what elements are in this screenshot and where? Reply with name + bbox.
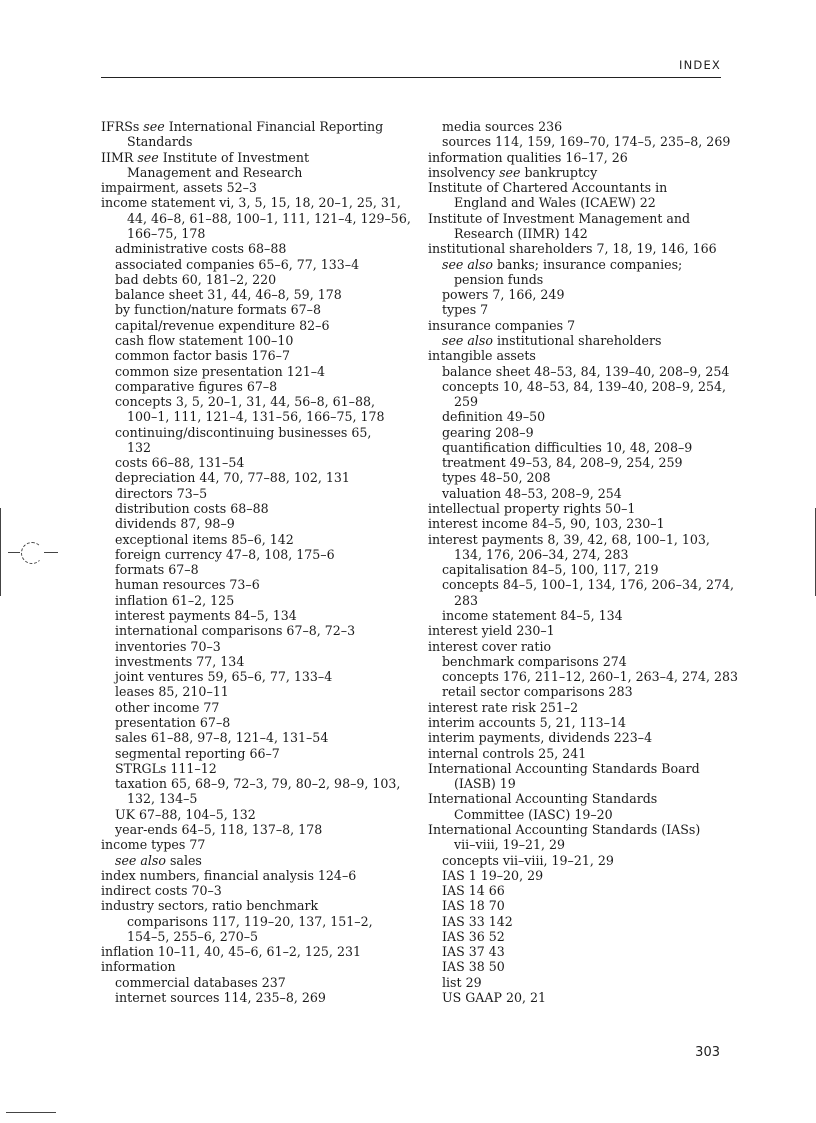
index-entry-term: comparisons 117, 119–20, 137, 151–2, <box>127 913 373 929</box>
index-entry-term: types 7 <box>442 302 489 318</box>
index-entry <box>428 241 728 256</box>
index-column-left <box>101 119 411 1006</box>
index-entry <box>101 394 401 409</box>
index-entry-term: common factor basis 176–7 <box>115 348 290 364</box>
index-entry-term: powers 7, 166, 249 <box>442 287 565 303</box>
index-entry-see: see also <box>442 256 497 272</box>
index-entry <box>101 532 401 547</box>
index-entry-term: interest rate risk 251–2 <box>428 699 579 715</box>
index-entry-term: 154–5, 255–6, 270–5 <box>127 928 259 944</box>
index-entry-term: human resources 73–6 <box>115 577 260 593</box>
index-entry <box>101 547 401 562</box>
index-entry-term: administrative costs 68–88 <box>115 241 287 257</box>
index-entry <box>101 944 401 959</box>
index-entry <box>101 623 401 638</box>
index-entry-term: gearing 208–9 <box>442 424 534 440</box>
index-entry <box>101 486 401 501</box>
index-entry-term: income types 77 <box>101 837 206 853</box>
index-entry-term: depreciation 44, 70, 77–88, 102, 131 <box>115 470 350 486</box>
index-entry-term: IAS 38 50 <box>442 959 505 975</box>
index-entry <box>101 425 401 440</box>
index-entry <box>428 807 728 822</box>
index-entry <box>428 608 728 623</box>
index-entry <box>101 715 401 730</box>
index-entry <box>101 455 401 470</box>
index-entry-term: types 48–50, 208 <box>442 470 551 486</box>
index-entry-term: interim payments, dividends 223–4 <box>428 730 653 746</box>
index-entry-term: concepts 84–5, 100–1, 134, 176, 206–34, 274, <box>442 577 735 593</box>
index-entry-term: industry sectors, ratio benchmark <box>101 898 319 914</box>
index-entry-term: inflation 61–2, 125 <box>115 592 235 608</box>
index-entry-term: vii–viii, 19–21, 29 <box>454 837 566 853</box>
index-entry-term: IIMR <box>101 149 134 165</box>
index-entry-term: quantification difficulties 10, 48, 208–9 <box>442 439 693 455</box>
index-entry <box>428 990 728 1005</box>
index-entry-term: interest yield 230–1 <box>428 623 555 639</box>
index-entry-reference: bankruptcy <box>524 164 598 180</box>
index-entry-term: 44, 46–8, 61–88, 100–1, 111, 121–4, 129–56, <box>127 210 411 226</box>
index-entry-term: balance sheet 48–53, 84, 139–40, 208–9, 254 <box>442 363 730 379</box>
index-entry <box>428 883 728 898</box>
index-entry <box>101 318 401 333</box>
index-entry-term: internet sources 114, 235–8, 269 <box>115 990 326 1006</box>
index-entry-reference: International Financial Reporting <box>168 119 384 134</box>
header-label: INDEX <box>679 58 721 72</box>
index-entry <box>428 623 728 638</box>
index-entry-term: commercial databases 237 <box>115 974 286 990</box>
crop-mark-left <box>0 508 1 596</box>
index-entry-term: UK 67–88, 104–5, 132 <box>115 806 256 822</box>
index-entry <box>101 379 401 394</box>
index-entry <box>428 929 728 944</box>
index-entry-term: concepts 3, 5, 20–1, 31, 44, 56–8, 61–88, <box>115 394 375 410</box>
index-entry-term: joint ventures 59, 65–6, 77, 133–4 <box>115 669 333 685</box>
index-entry <box>428 379 728 394</box>
index-entry-term: England and Wales (ICAEW) 22 <box>454 195 656 211</box>
index-entry-term: 132 <box>127 439 152 455</box>
index-entry-term: internal controls 25, 241 <box>428 745 587 761</box>
index-entry-term: interest payments 84–5, 134 <box>115 608 297 623</box>
index-entry-term: by function/nature formats 67–8 <box>115 302 321 318</box>
index-entry <box>101 119 401 134</box>
index-entry <box>101 975 401 990</box>
index-entry-term: interim accounts 5, 21, 113–14 <box>428 714 627 730</box>
index-entry <box>428 700 728 715</box>
index-entry-term: 259 <box>454 394 479 410</box>
index-entry <box>101 440 401 455</box>
index-entry <box>101 853 401 868</box>
index-entry <box>101 684 401 699</box>
index-entry-term: STRGLs 111–12 <box>115 760 217 776</box>
index-entry <box>428 302 728 317</box>
index-entry <box>428 639 728 654</box>
index-entry <box>101 180 401 195</box>
index-entry <box>428 486 728 501</box>
index-entry <box>428 577 735 593</box>
index-entry-term: income statement 84–5, 134 <box>442 608 623 623</box>
index-entry <box>428 272 728 287</box>
index-entry <box>428 195 728 210</box>
index-entry <box>428 257 728 272</box>
index-entry-see: see <box>139 119 169 134</box>
index-entry-term: associated companies 65–6, 77, 133–4 <box>115 256 360 272</box>
index-entry-term: presentation 67–8 <box>115 714 231 730</box>
index-entry-term: IAS 1 19–20, 29 <box>442 867 544 883</box>
index-entry <box>428 715 728 730</box>
index-entry <box>428 547 728 562</box>
index-entry <box>101 150 401 165</box>
index-entry <box>101 791 401 806</box>
index-entry <box>428 791 728 806</box>
index-entry <box>428 776 728 791</box>
index-entry-term: inventories 70–3 <box>115 638 221 654</box>
index-entry <box>428 287 728 302</box>
index-entry-term: 134, 176, 206–34, 274, 283 <box>454 546 629 562</box>
index-entry-term: sources 114, 159, 169–70, 174–5, 235–8, 269 <box>442 134 731 150</box>
index-entry <box>101 134 401 149</box>
index-entry <box>428 898 728 913</box>
index-entry <box>101 669 401 684</box>
index-entry <box>101 990 401 1005</box>
index-entry <box>101 302 401 317</box>
index-entry <box>428 318 728 333</box>
index-entry-term: year-ends 64–5, 118, 137–8, 178 <box>115 821 323 837</box>
index-entry-term: intellectual property rights 50–1 <box>428 501 636 517</box>
index-entry-reference: institutional shareholders <box>496 332 662 348</box>
index-entry-term: list 29 <box>442 974 482 990</box>
index-entry <box>101 822 401 837</box>
index-entry <box>428 165 728 180</box>
index-entry-term: information qualities 16–17, 26 <box>428 149 628 165</box>
index-entry-term: comparative figures 67–8 <box>115 378 278 394</box>
index-column-right <box>428 119 739 1006</box>
index-entry-term: other income 77 <box>115 699 220 715</box>
index-entry-term: 132, 134–5 <box>127 791 198 807</box>
index-entry-term: foreign currency 47–8, 108, 175–6 <box>115 546 335 562</box>
index-entry <box>428 654 728 669</box>
index-entry <box>428 134 731 150</box>
index-entry-term: capitalisation 84–5, 100, 117, 219 <box>442 562 659 578</box>
index-entry-term: information <box>101 959 176 975</box>
index-entry-term: valuation 48–53, 208–9, 254 <box>442 485 622 501</box>
index-entry <box>428 868 728 883</box>
index-entry <box>101 226 401 241</box>
index-entry-term: US GAAP 20, 21 <box>442 990 547 1006</box>
index-entry <box>428 348 728 363</box>
index-entry-term: 283 <box>454 592 479 608</box>
index-entry <box>428 119 728 134</box>
index-entry-term: Management and Research <box>127 164 303 180</box>
index-entry <box>428 501 728 516</box>
index-entry <box>428 914 728 929</box>
index-entry-term: International Accounting Standards Board <box>428 760 700 776</box>
index-entry <box>428 180 728 195</box>
index-entry-term: International Accounting Standards <box>428 791 658 807</box>
index-entry <box>101 593 401 608</box>
index-entry-reference: Institute of Investment <box>162 149 310 165</box>
index-entry-term: indirect costs 70–3 <box>101 883 222 899</box>
index-entry <box>101 165 401 180</box>
index-entry-term: concepts 10, 48–53, 84, 139–40, 208–9, 254, <box>442 378 727 394</box>
index-entry-term: retail sector comparisons 283 <box>442 684 633 700</box>
index-entry-term: impairment, assets 52–3 <box>101 180 257 196</box>
index-entry <box>101 562 401 577</box>
index-entry <box>101 776 401 791</box>
index-entry-term: benchmark comparisons 274 <box>442 653 627 669</box>
index-entry-term: International Accounting Standards (IASs) <box>428 821 701 837</box>
crop-mark-left-h2 <box>44 552 58 553</box>
index-entry <box>101 287 401 302</box>
index-entry-term: exceptional items 85–6, 142 <box>115 531 294 547</box>
index-entry-term: continuing/discontinuing businesses 65, <box>115 424 372 440</box>
index-entry <box>428 684 728 699</box>
index-entry-see: see <box>133 149 163 165</box>
index-entry-term: (IASB) 19 <box>454 776 516 792</box>
index-entry-reference: sales <box>169 852 202 868</box>
index-entry <box>101 210 411 226</box>
index-entry <box>101 364 401 379</box>
index-entry-term: investments 77, 134 <box>115 653 245 669</box>
index-entry <box>428 226 728 241</box>
index-entry-term: sales 61–88, 97–8, 121–4, 131–54 <box>115 730 329 746</box>
index-entry <box>101 898 401 913</box>
index-entry-term: Institute of Investment Management and <box>428 210 691 226</box>
index-entry-term: dividends 87, 98–9 <box>115 516 235 532</box>
index-entry <box>428 730 728 745</box>
index-entry <box>428 333 728 348</box>
index-entry-term: Committee (IASC) 19–20 <box>454 806 613 822</box>
registration-mark <box>21 542 43 564</box>
index-entry-term: taxation 65, 68–9, 72–3, 79, 80–2, 98–9, 103, <box>115 776 401 792</box>
index-entry <box>101 333 401 348</box>
index-entry <box>101 914 401 929</box>
index-entry-term: treatment 49–53, 84, 208–9, 254, 259 <box>442 455 683 471</box>
index-entry <box>101 959 401 974</box>
index-entry-term: costs 66–88, 131–54 <box>115 455 245 471</box>
index-entry <box>101 195 401 210</box>
index-entry-reference: banks; insurance companies; <box>496 256 683 272</box>
index-entry <box>101 348 401 363</box>
index-entry-term: distribution costs 68–88 <box>115 501 269 517</box>
index-entry-term: pension funds <box>454 271 544 287</box>
index-entry-term: insurance companies 7 <box>428 317 576 333</box>
index-entry-term: 100–1, 111, 121–4, 131–56, 166–75, 178 <box>127 409 385 425</box>
index-entry <box>428 822 728 837</box>
index-entry-term: IAS 33 142 <box>442 913 513 929</box>
index-entry-see: see also <box>115 852 170 868</box>
index-entry <box>101 501 401 516</box>
index-entry <box>428 470 728 485</box>
index-entry <box>428 593 728 608</box>
index-entry-term: IAS 37 43 <box>442 944 505 960</box>
index-entry-term: IAS 14 66 <box>442 883 505 899</box>
index-entry-term: international comparisons 67–8, 72–3 <box>115 623 356 639</box>
index-entry-term: insolvency <box>428 164 496 180</box>
index-entry-term: definition 49–50 <box>442 409 546 425</box>
index-entry-term: balance sheet 31, 44, 46–8, 59, 178 <box>115 287 342 303</box>
index-entry <box>428 394 728 409</box>
index-entry-term: formats 67–8 <box>115 562 199 578</box>
index-entry-term: capital/revenue expenditure 82–6 <box>115 317 330 333</box>
index-entry <box>101 868 401 883</box>
index-entry-term: IFRSs <box>101 119 140 134</box>
index-entry <box>101 746 401 761</box>
index-entry <box>428 975 728 990</box>
index-entry-term: interest payments 8, 39, 42, 68, 100–1, 103, <box>428 531 710 547</box>
index-entry-see: see <box>495 164 525 180</box>
index-entry-term: 166–75, 178 <box>127 225 206 241</box>
crop-mark-left-h1 <box>8 552 20 553</box>
index-entry <box>101 761 401 776</box>
index-entry <box>428 959 728 974</box>
index-entry <box>428 761 728 776</box>
crop-mark-bottom <box>6 1112 56 1113</box>
index-entry <box>428 532 728 547</box>
index-entry <box>428 853 728 868</box>
index-entry <box>101 730 401 745</box>
index-entry-term: bad debts 60, 181–2, 220 <box>115 271 277 287</box>
index-entry-term: interest cover ratio <box>428 638 552 654</box>
index-entry <box>428 409 728 424</box>
index-entry <box>101 470 401 485</box>
index-entry-term: media sources 236 <box>442 119 563 134</box>
index-entry <box>428 455 728 470</box>
index-entry-term: segmental reporting 66–7 <box>115 745 280 761</box>
index-entry <box>101 700 401 715</box>
index-entry <box>101 272 401 287</box>
index-entry <box>101 608 401 623</box>
index-entry <box>428 944 728 959</box>
index-entry <box>428 150 728 165</box>
index-entry <box>101 883 401 898</box>
index-entry <box>101 654 401 669</box>
index-entry-term: Standards <box>127 134 193 150</box>
index-entry-term: directors 73–5 <box>115 485 208 501</box>
index-entry-term: income statement vi, 3, 5, 15, 18, 20–1, 25, 31, <box>101 195 401 211</box>
index-entry <box>428 364 728 379</box>
index-entry-term: institutional shareholders 7, 18, 19, 146, 166 <box>428 241 717 257</box>
header-rule <box>101 77 721 78</box>
index-entry <box>428 425 728 440</box>
index-entry <box>428 837 728 852</box>
index-entry-see: see also <box>442 332 497 348</box>
index-entry <box>101 241 401 256</box>
index-entry <box>101 516 401 531</box>
index-entry-term: concepts 176, 211–12, 260–1, 263–4, 274, 283 <box>442 669 739 685</box>
index-entry <box>428 669 739 685</box>
index-entry <box>101 409 401 424</box>
index-entry-term: leases 85, 210–11 <box>115 684 229 700</box>
index-entry <box>428 516 728 531</box>
index-entry <box>101 837 401 852</box>
index-entry-term: inflation 10–11, 40, 45–6, 61–2, 125, 231 <box>101 944 361 960</box>
index-entry <box>428 211 728 226</box>
index-entry-term: concepts vii–viii, 19–21, 29 <box>442 852 614 868</box>
index-entry <box>101 257 401 272</box>
index-entry <box>428 746 728 761</box>
index-entry-term: common size presentation 121–4 <box>115 363 326 379</box>
index-entry <box>428 562 728 577</box>
index-entry-term: intangible assets <box>428 348 536 364</box>
index-entry-term: cash flow statement 100–10 <box>115 332 294 348</box>
index-entry <box>101 639 401 654</box>
index-entry-term: index numbers, financial analysis 124–6 <box>101 867 357 883</box>
index-entry-term: IAS 18 70 <box>442 898 505 914</box>
index-entry-term: interest income 84–5, 90, 103, 230–1 <box>428 516 665 532</box>
index-entry <box>101 577 401 592</box>
index-entry <box>101 929 401 944</box>
index-entry <box>101 807 401 822</box>
index-entry-term: Research (IIMR) 142 <box>454 225 588 241</box>
index-entry-term: IAS 36 52 <box>442 928 505 944</box>
page-number: 303 <box>695 1045 720 1060</box>
index-entry <box>428 440 728 455</box>
index-entry-term: Institute of Chartered Accountants in <box>428 180 668 196</box>
